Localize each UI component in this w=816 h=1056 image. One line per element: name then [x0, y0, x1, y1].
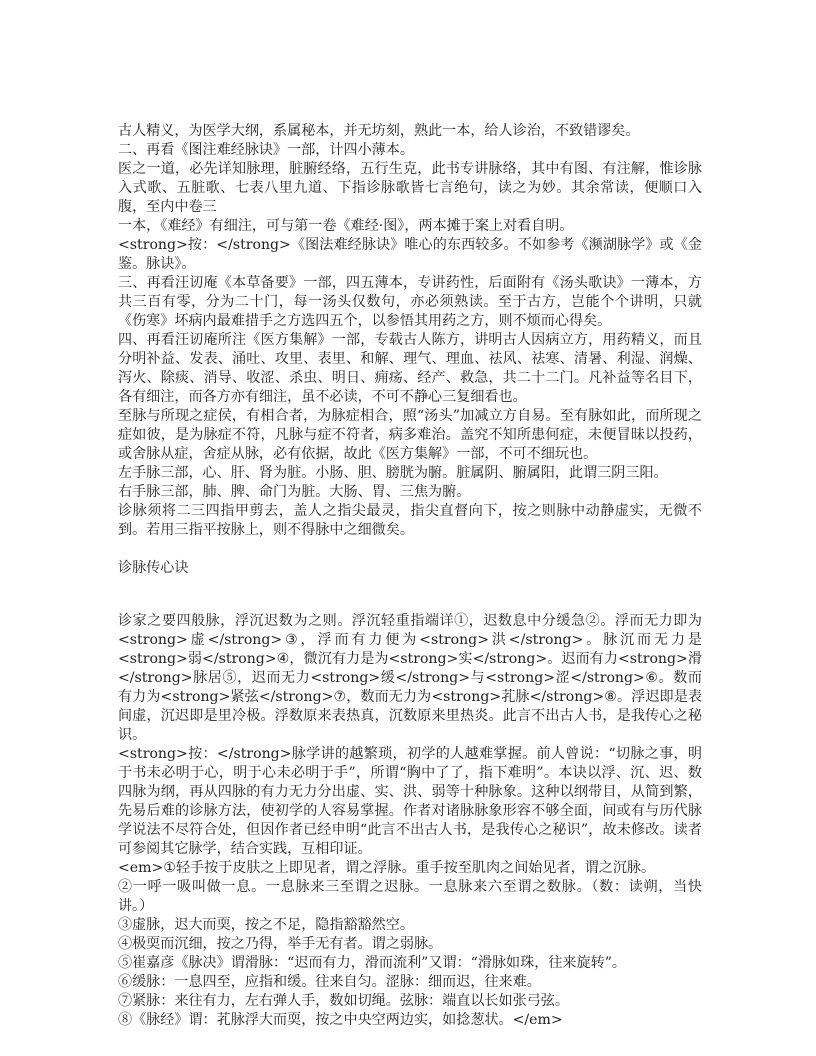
paragraph: 医之一道，必先详知脉理，脏腑经络，五行生克，此书专讲脉络，其中有图、有注解，惟诊脉入式歌、五脏歌、七表八里九道、下指诊脉歌皆七言绝句，读之为妙。其余常读，便顺口入腹，至内中卷三 — [118, 161, 702, 215]
footnote: ②一呼一吸叫做一息。一息脉来三至谓之迟脉。一息脉来六至谓之数脉。（数：读朔，当快讲。） — [118, 879, 702, 914]
section-heading: 诊脉传心诀 — [118, 560, 189, 576]
footnote: ③虚脉，迟大而耎，按之不足，隐指豁豁然空。 — [118, 917, 414, 933]
footnote: ④极耎而沉细，按之乃得，举手无有者。谓之弱脉。 — [118, 936, 443, 952]
paragraph: <strong>按：</strong>《图法难经脉诀》唯心的东西较多。不如参考《濒湖脉学》或《金鉴。脉诀》。 — [118, 237, 702, 272]
document-page — [118, 122, 702, 1030]
paragraph: 二、再看《图注难经脉诀》一部，计四小薄本。 — [118, 142, 414, 158]
commentary-paragraph: <strong>按：</strong>脉学讲的越繁琐，初学的人越难掌握。前人曾说：“切脉之事，明于书未必明于心，明于心未必明于手”，所谓“胸中了了，指下难明”。本诀以浮、沉、迟、数四脉为纲，再从四脉的有力无力分出虚、实、洪、弱等十种脉象。这种以纲带目，从简到繁，先易后难的诊脉方法，使初学的人容易掌握。作者对诸脉脉象形容不够全面，间或有与历代脉学说法不尽符合处，但因作者已经申明“此言不出古人书，是我传心之秘识”，故未修改。读者可参阅其它脉学，结合实践，互相印证。 — [118, 746, 702, 857]
paragraph: 至脉与所现之症侯，有相合者，为脉症相合，照“汤头”加减立方自易。至有脉如此，而所现之症如彼，是为脉症不符，凡脉与症不符者，病多难治。盖究不知所患何症，未便冒昧以投药，或舍脉从症，舍症从脉，必有依据，故此《医方集解》一部，不可不细玩也。 — [118, 408, 702, 462]
footnote: ⑥缓脉：一息四至，应指和缓。往来自匀。涩脉：细而迟，往来难。 — [118, 974, 541, 990]
paragraph: 左手脉三部，心、肝、肾为脏。小肠、胆、膀胱为腑。脏属阴、腑属阳，此谓三阴三阳。 — [118, 465, 668, 481]
footnote: ⑧《脉经》谓：芤脉浮大而耎，按之中央空两边实，如捻葱状。</em> — [118, 1012, 563, 1028]
section-pulse-verse — [118, 612, 702, 1030]
verse-paragraph: 诊家之要四般脉，浮沉迟数为之则。浮沉轻重指端详①，迟数息中分缓急②。浮而无力即为<strong>虚</strong>③，浮而有力便为<strong>洪</strong>。脉沉而无力是<strong>弱</strong>④，微沉有力是为<strong>实</strong>。迟而有力<strong>滑</strong>脉居⑤，迟而无力<strong>缓</strong>与<strong>涩</strong>⑥。数而有力为<strong>紧弦</strong>⑦，数而无力为<strong>芤脉</strong>⑧。浮迟即是表间虚，沉迟即是里冷极。浮数原来表热真，沉数原来里热炎。此言不出古人书，是我传心之秘识。 — [118, 613, 702, 743]
paragraph: 诊脉须将二三四指甲剪去，盖人之指尖最灵，指尖直督向下，按之则脉中动静虚实，无微不到。若用三指平按脉上，则不得脉中之细微矣。 — [118, 503, 702, 538]
footnote: <em>①轻手按于皮肤之上即见者，谓之浮脉。重手按至肌肉之间始见者，谓之沉脉。 — [118, 860, 656, 876]
section-study-guide — [118, 122, 702, 540]
paragraph: 右手脉三部，肺、脾、命门为脏。大肠、胃、三焦为腑。 — [118, 484, 471, 500]
paragraph: 一本，《难经》有细注，可与第一卷《难经·图》，两本摊于案上对看自明。 — [118, 218, 574, 234]
footnote: ⑤崔嘉彦《脉决》谓滑脉：“迟而有力，滑而流利”又谓：“滑脉如珠，往来旋转”。 — [118, 955, 627, 971]
footnote: ⑦紧脉：来往有力，左右弹人手，数如切绳。弦脉：端直以长如张弓弦。 — [118, 993, 569, 1009]
paragraph: 四、再看汪讱庵所注《医方集解》一部，专载古人陈方，讲明古人因病立方，用药精义，而且分明补益、发表、涌吐、攻里、表里、和解、理气、理血、祛风、祛寒、清暑、利湿、润燥、泻火、除痰、消导、收涩、杀虫、明日、痈疡、经产、救急，共二十二门。凡补益等名目下，各有细注，而各方亦有细注，虽不必读，不可不静心三复细看也。 — [118, 332, 702, 405]
paragraph: 古人精义，为医学大纲，系属秘本，并无坊刻，熟此一本，给人诊治，不致错谬矣。 — [118, 123, 640, 139]
paragraph: 三、再看汪讱庵《本草备要》一部，四五薄本，专讲药性，后面附有《汤头歌诀》一薄本，方共三百有零，分为二十门，每一汤头仅数句，亦必须熟读。至于古方，岂能个个讲明，只就《伤寒》坏病内最难措手之方选四五个，以参悟其用药之方，则不烦而心得矣。 — [118, 275, 702, 329]
